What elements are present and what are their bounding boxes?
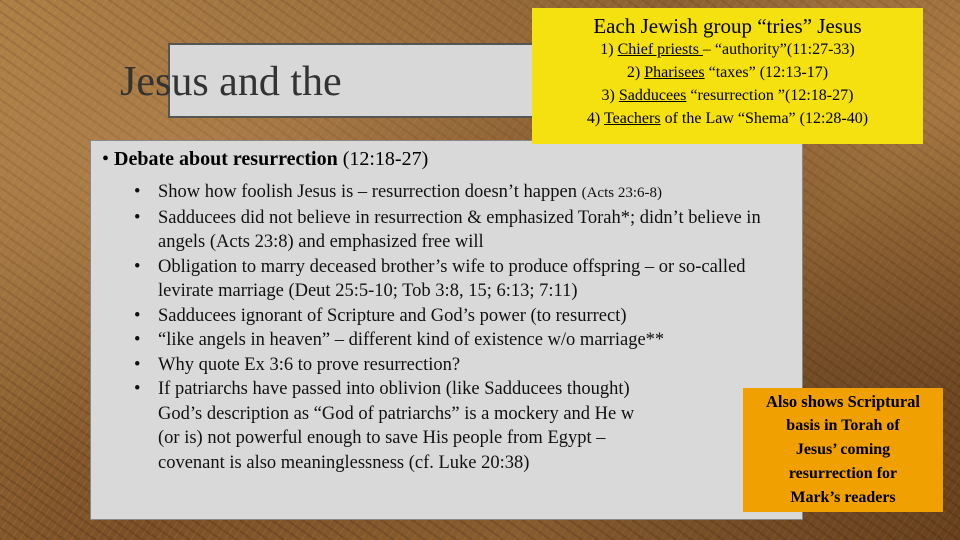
list-item: • Show how foolish Jesus is – resurrection doesn’t happen (Acts 23:6-8) [134, 180, 804, 206]
bullet-dot: • [102, 148, 110, 170]
sub-points-list [134, 180, 804, 475]
jewish-groups-callout [532, 8, 923, 144]
list-item: • “like angels in heaven” – different kind of existence w/o marriage** [134, 328, 804, 353]
group-item: 2) Pharisees “taxes” (12:13-17) [626, 64, 829, 81]
list-item: • If patriarchs have passed into oblivion (like Sadducees thought) God’s description as “God of patriarchs” is a mockery and He w (or is) not powerful enough to save His people from Egypt – covenant is also meaninglessness (cf. Luke 20:38) [134, 377, 804, 475]
scriptural-basis-callout: Also shows Scriptural basis in Torah of Jesus’ coming resurrection for Mark’s readers [743, 388, 943, 512]
group-item: 3) Sadducees “resurrection ”(12:18-27) [601, 87, 854, 104]
groups-heading: Each Jewish group “tries” Jesus [593, 14, 862, 38]
main-point-ref: (12:18-27) [337, 148, 429, 170]
list-item: • Why quote Ex 3:6 to prove resurrection? [134, 353, 804, 378]
group-item: 1) Chief priests – “authority”(11:27-33) [600, 41, 855, 58]
list-item: • Sadducees ignorant of Scripture and God’s power (to resurrect) [134, 304, 804, 329]
slide-title: Jesus and the [120, 59, 342, 105]
main-point-bold: Debate about resurrection [114, 148, 338, 170]
list-item: • Sadducees did not believe in resurrection & emphasized Torah*; didn’t believe in angels (Acts 23:8) and emphasized free will [134, 206, 804, 255]
list-item: • Obligation to marry deceased brother’s wife to produce offspring – or so-called levirate marriage (Deut 25:5-10; Tob 3:8, 15; 6:13; 7:11) [134, 255, 804, 304]
group-item: 4) Teachers of the Law “Shema” (12:28-40) [586, 110, 869, 127]
main-bullet [102, 148, 428, 171]
